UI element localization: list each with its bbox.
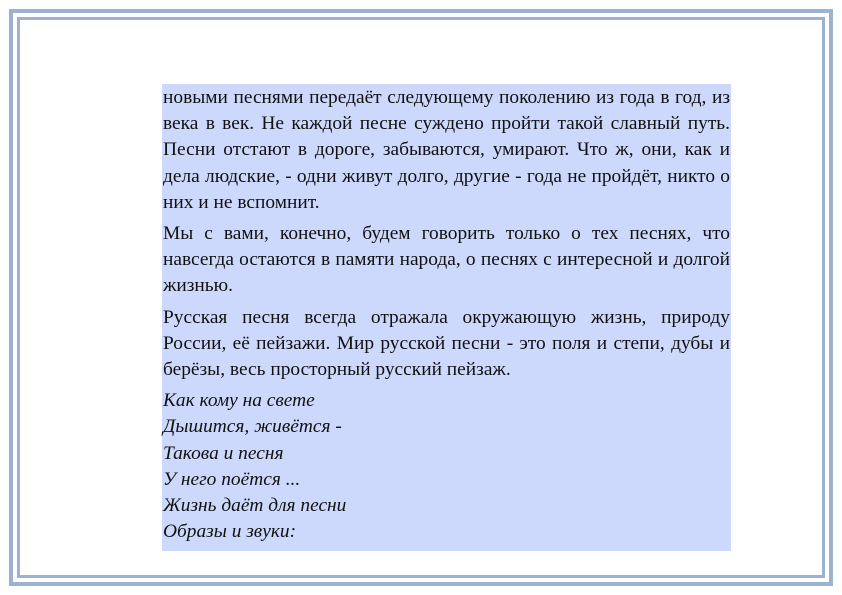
verse-line-1: Как кому на свете: [163, 390, 315, 412]
verse-block: [163, 388, 730, 545]
paragraph-3: Русская песня всегда отражала окружающую жизнь, природу России, её пейзажи. Мир русской песни - это поля и степи, дубы и берёзы, весь просторный русский пейзаж.: [163, 306, 730, 381]
verse-line-2: Дышится, живётся -: [163, 416, 342, 438]
verse-line-4: У него поётся ...: [163, 468, 301, 490]
paragraph-1: новыми песнями передаёт следующему поколению из года в год, из века в век. Не каждой песне суждено пройти такой славный путь. Песни отстают в дороге, забываются, умирают. Что ж, они, как и дела людские, - одни живут долго, другие - года не пройдёт, никто о них и не вспомнит.: [163, 87, 730, 213]
text-box: [162, 84, 731, 551]
verse-line-3: Такова и песня: [163, 442, 284, 464]
paragraph-2: Мы с вами, конечно, будем говорить только о тех песнях, что навсегда остаются в памяти народа, о песнях с интересной и долгой жизнью.: [163, 223, 730, 297]
verse-line-5: Жизнь даёт для песни: [163, 495, 347, 517]
verse-line-6: Образы и звуки:: [163, 521, 297, 543]
